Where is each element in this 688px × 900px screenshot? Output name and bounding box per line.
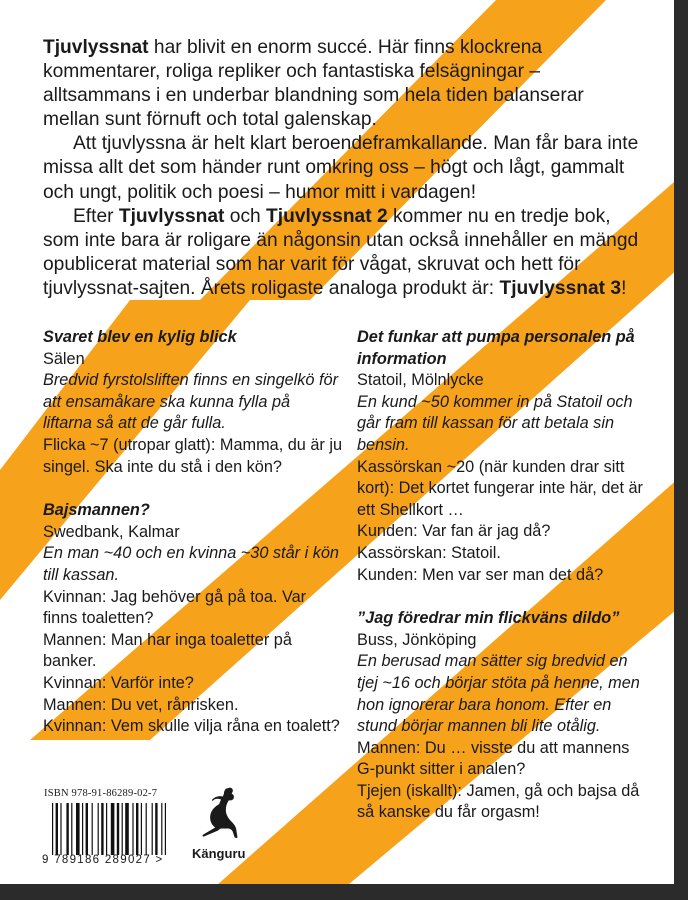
- barcode-bar: [117, 803, 119, 855]
- story: [43, 500, 343, 738]
- story-location: Statoil, Mölnlycke: [357, 371, 484, 390]
- barcode-bar: [56, 803, 58, 855]
- story-line: Kunden: Var fan är jag då?: [357, 522, 551, 541]
- publisher-logo: [190, 782, 260, 872]
- story-line: Tjejen (iskallt): Jamen, gå och bajsa då så kanske du får orgasm!: [357, 781, 640, 822]
- barcode-bar: [165, 803, 166, 855]
- barcode-bar: [122, 803, 123, 855]
- intro-paragraph-2: [43, 132, 643, 204]
- story: [357, 327, 649, 586]
- barcode-bar: [136, 803, 138, 855]
- story-line: Kvinnan: Vem skulle vilja råna en toalett?: [43, 717, 340, 736]
- intro-paragraph-3: [43, 205, 643, 301]
- publisher-name: Känguru: [192, 846, 246, 861]
- intro-p3-c: och: [224, 205, 267, 227]
- barcode-bar: [101, 803, 103, 855]
- book-title-bold: Tjuvlyssnat: [118, 205, 225, 227]
- kangaroo-icon: [190, 782, 252, 844]
- story-heading: Bajsmannen?: [43, 501, 150, 520]
- story-line: Kassörskan: Statoil.: [357, 543, 501, 562]
- story-location: Buss, Jönköping: [357, 630, 477, 649]
- story-line: Kassörskan ~20 (när kunden drar sitt kort): Det kortet fungerar inte här, det är ett Shellkort …: [357, 457, 643, 519]
- story-line: Kunden: Men var ser man det då?: [357, 565, 604, 584]
- story-line: Kvinnan: Varför inte?: [43, 673, 194, 692]
- intro-paragraph-1: [43, 36, 643, 132]
- story-heading: Svaret blev en kylig blick: [43, 328, 237, 346]
- story-line: Mannen: Man har inga toaletter på banker.: [43, 630, 292, 671]
- story-heading: Det funkar att pumpa personalen på information: [357, 328, 635, 368]
- story-line: Flicka ~7 (utropar glatt): Mamma, du är ju singel. Ska inte du stå i den kön?: [43, 435, 343, 476]
- story-situation: En man ~40 och en kvinna ~30 står i kön till kassan.: [43, 544, 339, 584]
- story-line: Mannen: Du vet, rånrisken.: [43, 695, 239, 714]
- story-location: Swedbank, Kalmar: [43, 522, 180, 541]
- barcode-bar: [52, 803, 53, 855]
- barcode-bar: [82, 803, 83, 855]
- book-title-bold: Tjuvlyssnat 3: [499, 277, 622, 299]
- isbn-text: ISBN 978-91-86289-02-7: [44, 788, 158, 799]
- barcode-bar: [106, 803, 107, 855]
- barcode-bar: [71, 803, 72, 855]
- intro-p3-d: kommer nu en tredje bok, som inte bara är roligare än någonsin utan också innehåller en mängd opublicerat material som har varit för vågat, skruvat och hett för tjuvlyssnat-sajten. Årets roligaste analoga produkt är:: [43, 205, 639, 299]
- story-situation: Bredvid fyrstolsliften finns en singelkö för att ensamåkare ska kunna fylla på liftarna så att de går fulla.: [43, 371, 339, 433]
- barcode-bar: [141, 803, 142, 855]
- intro-p1-text: har blivit en enorm succé. Här finns klockrena kommentarer, roliga repliker och fantastiska felsägningar – alltsammans i en underbar blandning som hela tiden balanserar mellan sunt förnuft och total galenskap.: [43, 37, 584, 131]
- barcode-bar: [92, 803, 93, 855]
- barcode-bar: [146, 803, 147, 855]
- barcode-bar: [60, 803, 61, 855]
- barcode-bar: [111, 803, 115, 855]
- barcode-bar: [155, 803, 157, 855]
- story: [357, 608, 649, 824]
- right-column: [357, 327, 649, 846]
- barcode-bar: [98, 803, 99, 855]
- barcode-bar: [161, 803, 162, 855]
- book-title-bold: Tjuvlyssnat 2: [266, 205, 388, 227]
- intro-p3-a: Efter: [73, 205, 119, 227]
- left-column: [43, 327, 343, 760]
- book-title-bold: Tjuvlyssnat: [43, 37, 149, 58]
- story-location: Sälen: [43, 349, 85, 368]
- intro-text: [43, 36, 643, 301]
- scan-edge-right: [674, 0, 688, 900]
- story-line: Mannen: Du … visste du att mannens G-punkt sitter i analen?: [357, 738, 630, 779]
- intro-p3-e: !: [621, 277, 627, 299]
- barcode-digits: 9 789186 289027 >: [42, 854, 164, 866]
- story-situation: En berusad man sätter sig bredvid en tjej ~16 och börjar stöta på henne, men hon ignorerar bara honom. Efter en stund börjar mannen bli lite otålig.: [357, 652, 640, 736]
- intro-p2-text: Att tjuvlyssna är helt klart beroendeframkallande. Man får bara inte missa allt det som händer runt omkring oss – högt och lågt, gammalt och ungt, politik och poesi – humor mitt i vardagen!: [43, 133, 639, 203]
- story: [43, 327, 343, 478]
- barcode-bar: [152, 803, 153, 855]
- barcode-bars: [52, 803, 182, 855]
- barcode-bar: [86, 803, 88, 855]
- isbn-barcode: [42, 786, 184, 868]
- barcode-bar: [132, 803, 133, 855]
- barcode-bar: [66, 803, 68, 855]
- barcode-bar: [76, 803, 80, 855]
- story-line: Kvinnan: Jag behöver gå på toa. Var finns toaletten?: [43, 587, 307, 628]
- story-situation: En kund ~50 kommer in på Statoil och går fram till kassan för att betala sin bensin.: [357, 392, 633, 454]
- story-heading: ”Jag föredrar min flickväns dildo”: [357, 609, 620, 628]
- barcode-bar: [125, 803, 129, 855]
- scan-edge-bottom: [0, 884, 688, 900]
